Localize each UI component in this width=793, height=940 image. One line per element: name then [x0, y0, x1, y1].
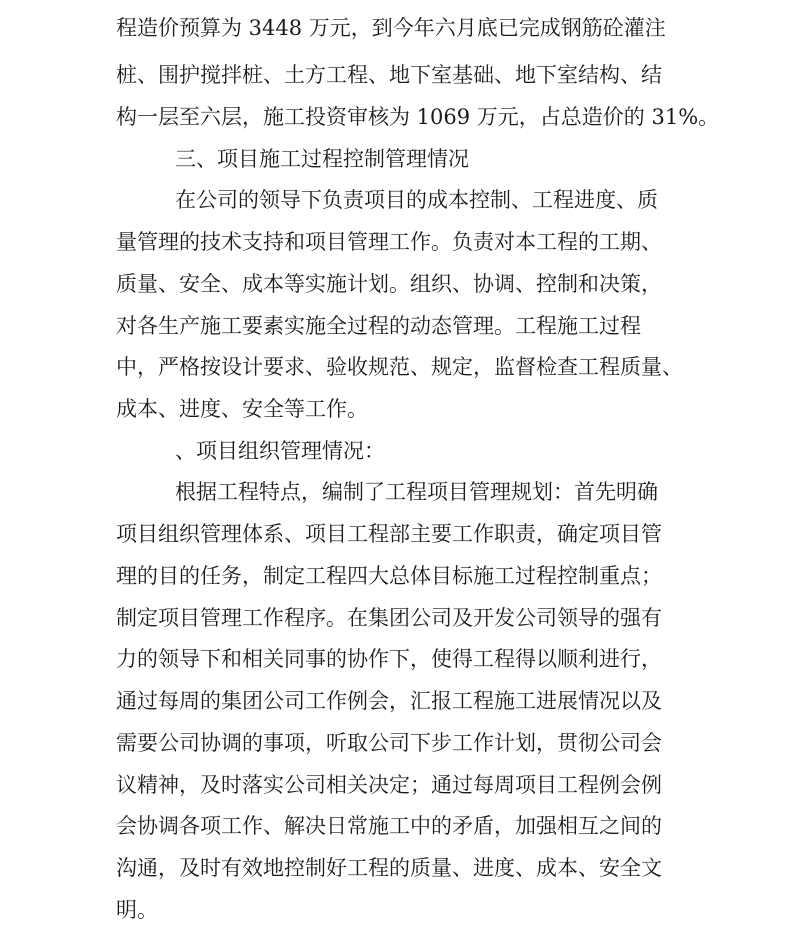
paragraph-line: 构一层至六层，施工投资审核为 1069 万元，占总造价的 31%。 — [116, 105, 720, 129]
paragraph-line: 桩、围护搅拌桩、土方工程、地下室基础、地下室结构、结 — [116, 63, 662, 87]
paragraph-line: 中，严格按设计要求、验收规范、规定，监督检查工程质量、 — [116, 355, 683, 379]
paragraph-line: 力的领导下和相关同事的协作下，使得工程得以顺利进行， — [116, 647, 662, 671]
paragraph-line: 沟通，及时有效地控制好工程的质量、进度、成本、安全文 — [116, 856, 662, 880]
paragraph-line: 议精神，及时落实公司相关决定；通过每周项目工程例会例 — [116, 773, 662, 797]
paragraph-line: 会协调各项工作、解决日常施工中的矛盾，加强相互之间的 — [116, 814, 662, 838]
paragraph-line: 制定项目管理工作程序。在集团公司及开发公司领导的强有 — [116, 606, 662, 630]
paragraph-line: 成本、进度、安全等工作。 — [116, 397, 368, 421]
section-heading: 、项目组织管理情况： — [175, 439, 385, 463]
paragraph-line: 在公司的领导下负责项目的成本控制、工程进度、质 — [175, 188, 658, 212]
paragraph-line: 项目组织管理体系、项目工程部主要工作职责，确定项目管 — [116, 522, 662, 546]
paragraph-line: 通过每周的集团公司工作例会，汇报工程施工进展情况以及 — [116, 689, 662, 713]
paragraph-line: 需要公司协调的事项，听取公司下步工作计划，贯彻公司会 — [116, 731, 662, 755]
paragraph-line: 量管理的技术支持和项目管理工作。负责对本工程的工期、 — [116, 230, 662, 254]
paragraph-line: 对各生产施工要素实施全过程的动态管理。工程施工过程 — [116, 314, 641, 338]
paragraph-line: 明。 — [116, 898, 158, 922]
paragraph-line: 根据工程特点，编制了工程项目管理规划：首先明确 — [175, 480, 658, 504]
section-heading: 三、项目施工过程控制管理情况 — [175, 147, 469, 171]
paragraph-line: 质量、安全、成本等实施计划。组织、协调、控制和决策， — [116, 272, 662, 296]
paragraph-line: 理的目的任务，制定工程四大总体目标施工过程控制重点； — [116, 564, 662, 588]
paragraph-line: 程造价预算为 3448 万元，到今年六月底已完成钢筋砼灌注 — [116, 16, 666, 40]
